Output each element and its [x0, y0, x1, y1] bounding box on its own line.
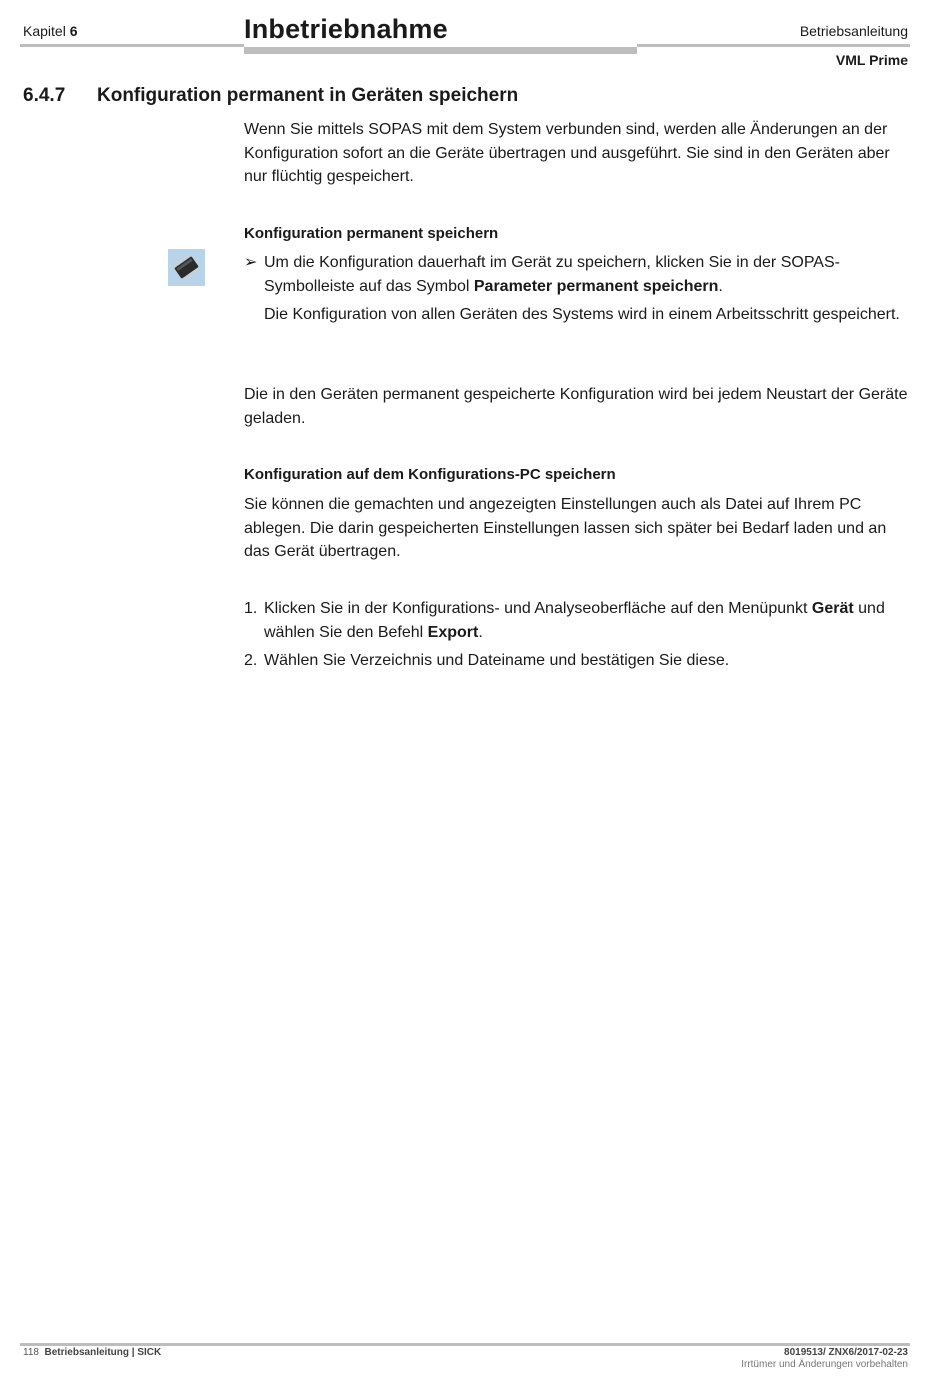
page-number: 118 [23, 1347, 39, 1358]
header-rule-middle [244, 47, 637, 54]
footer-rule [20, 1343, 910, 1346]
list-item-1-end: . [478, 623, 483, 641]
list-item-1-text: Klicken Sie in der Konfigurations- und Analyseoberfläche auf den Menüpunkt [264, 600, 812, 617]
chapter-number: 6 [69, 23, 78, 39]
list-marker-1: 1. [244, 600, 258, 617]
section-title: Konfiguration permanent in Geräten speichern [97, 85, 519, 106]
step-marker: ➢ [244, 254, 258, 271]
pc-save-paragraph: Sie können die gemachten und angezeigten Einstellungen auch als Datei auf Ihrem PC ablegen. Die darin gespeicherten Einstellungen lassen sich später bei Bedarf laden und an das Gerät übertragen. [244, 496, 887, 560]
command-export: Export [427, 623, 479, 641]
doc-type: Betriebsanleitung [799, 23, 908, 39]
footer-left [23, 1347, 161, 1358]
list-marker-2: 2. [244, 652, 258, 669]
step-save-permanent [264, 251, 910, 298]
intro-paragraph: Wenn Sie mittels SOPAS mit dem System verbunden sind, werden alle Änderungen an der Konfiguration sofort an die Geräte übertragen und ausgeführt. Sie sind in den Geräten aber nur flüchtig gespeichert. [244, 121, 890, 185]
list-item-2: Wählen Sie Verzeichnis und Dateiname und bestätigen Sie diese. [264, 652, 730, 669]
chapter-title: Inbetriebnahme [244, 14, 448, 44]
step-text-end: . [718, 277, 723, 295]
restart-paragraph: Die in den Geräten permanent gespeicherte Konfiguration wird bei jedem Neustart der Geräte geladen. [244, 386, 908, 427]
product-name: VML Prime [835, 52, 908, 68]
step-text: Um die Konfiguration dauerhaft im Gerät zu speichern, klicken Sie in der SOPAS-Symbolleiste auf das Symbol [264, 254, 840, 295]
step-result: Die Konfiguration von allen Geräten des Systems wird in einem Arbeitsschritt gespeichert. [264, 306, 900, 323]
list-item-1-middle: und wählen Sie den Befehl [264, 600, 885, 641]
header-rule-left [20, 44, 244, 47]
list-item-1 [264, 597, 910, 644]
footer-doc-label: Betriebsanleitung | SICK [44, 1347, 162, 1358]
chapter-label-text: Kapitel [23, 23, 66, 39]
footer-doc-id: 8019513/ ZNX6/2017-02-23 [784, 1347, 908, 1358]
chip-icon [168, 249, 205, 286]
menu-item-geraet: Gerät [811, 600, 854, 617]
section-number: 6.4.7 [23, 85, 66, 106]
chapter-label [23, 23, 78, 39]
step-symbol-name: Parameter permanent speichern [473, 277, 719, 295]
subheading-permanent-save: Konfiguration permanent speichern [244, 225, 499, 242]
subheading-pc-save: Konfiguration auf dem Konfigurations-PC speichern [244, 466, 616, 483]
footer-disclaimer: Irrtümer und Änderungen vorbehalten [741, 1359, 908, 1370]
header-rule-right [637, 44, 910, 47]
